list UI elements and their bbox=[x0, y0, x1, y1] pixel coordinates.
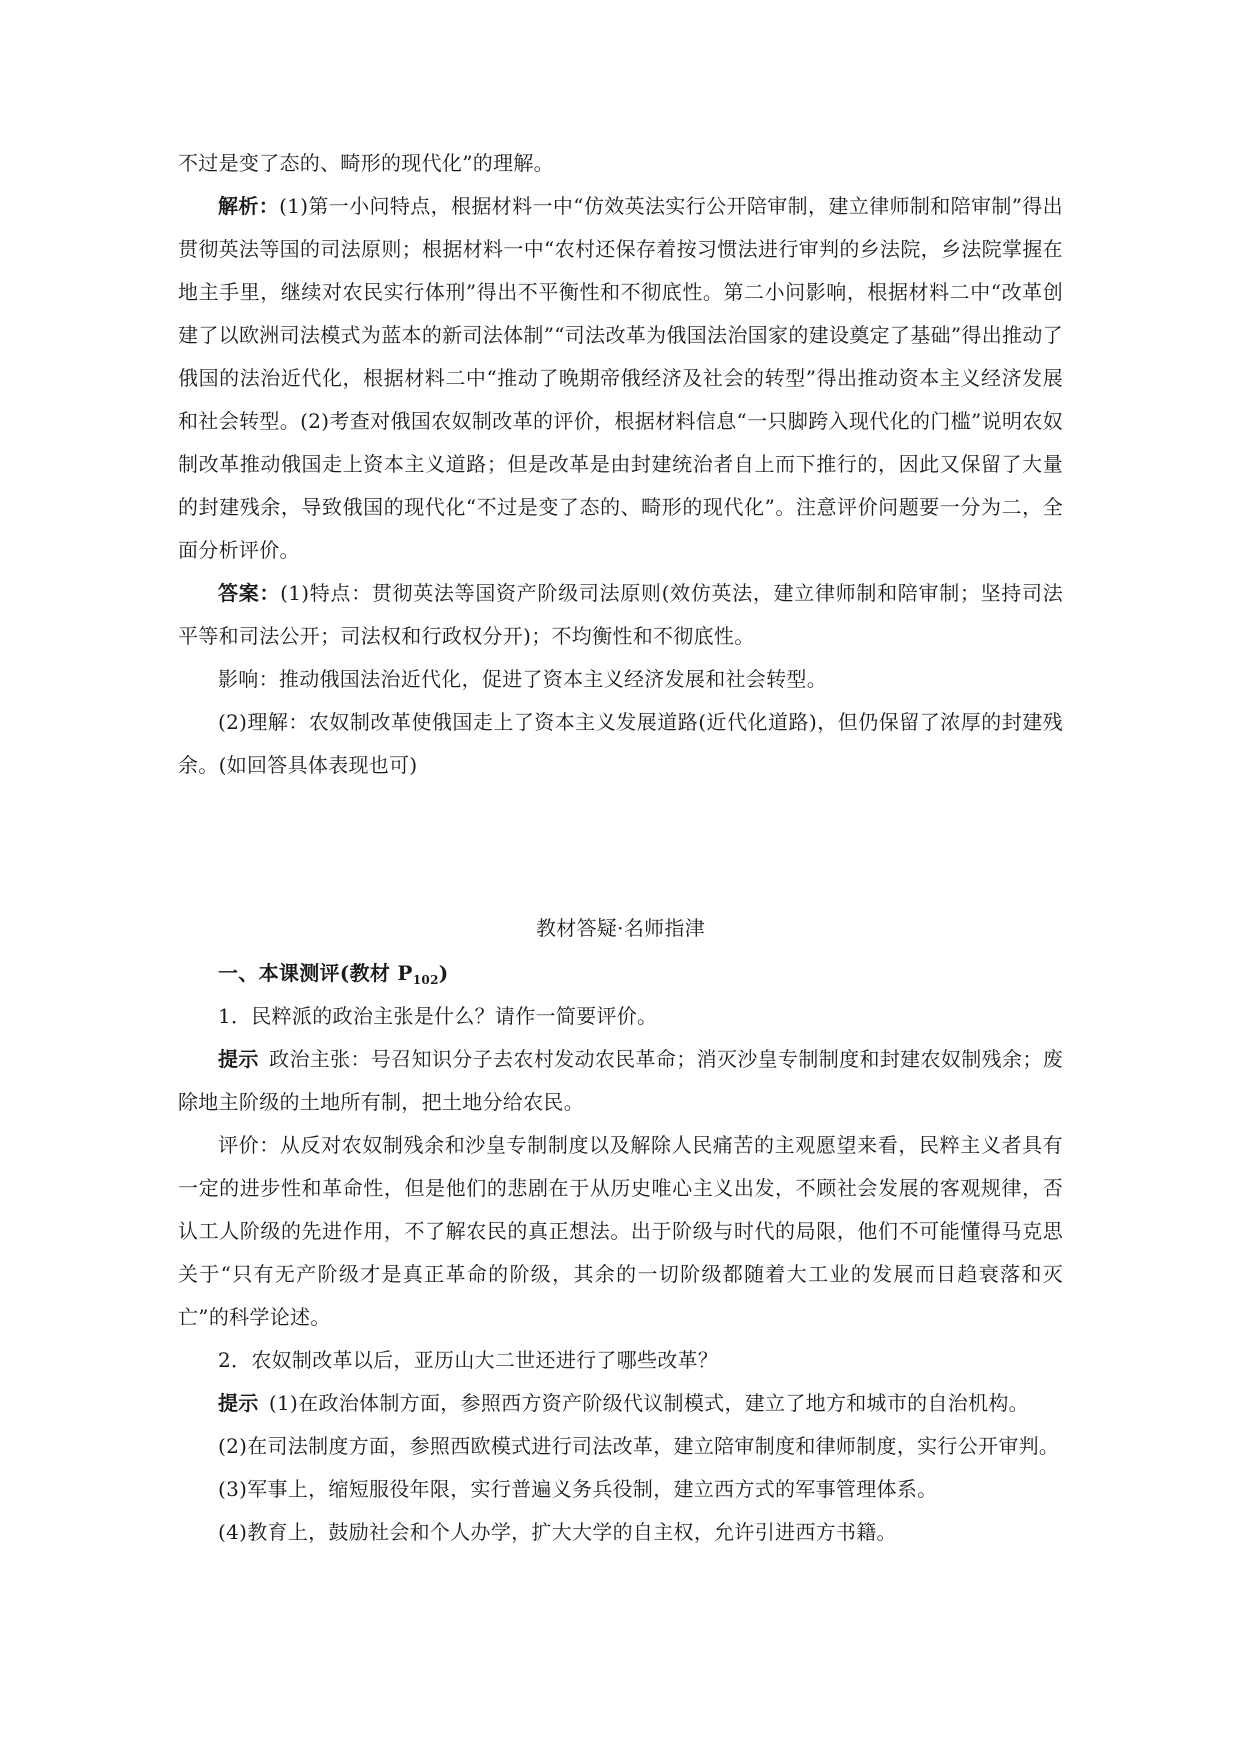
answer-label: 答案： bbox=[218, 581, 281, 605]
question-1: 1．民粹派的政治主张是什么？请作一简要评价。 bbox=[218, 1004, 658, 1028]
hint-label: 提示 bbox=[218, 1391, 259, 1415]
answer-text: (1)特点：贯彻英法等国资产阶级司法原则(效仿英法，建立律师制和陪审制；坚持司法平等和司法公开；司法权和行政权分开)；不均衡性和不彻底性。 bbox=[178, 581, 1063, 648]
section-heading bbox=[178, 952, 1063, 995]
question-1-hint bbox=[178, 1038, 1063, 1124]
analysis-label: 解析： bbox=[218, 194, 280, 218]
understanding-paragraph: (2)理解：农奴制改革使俄国走上了资本主义发展道路(近代化道路)，但仍保留了浓厚的封建残余。(如回答具体表现也可) bbox=[178, 710, 1063, 777]
question-2: 2．农奴制改革以后，亚历山大二世还进行了哪些改革？ bbox=[218, 1348, 719, 1372]
influence-paragraph: 影响：推动俄国法治近代化，促进了资本主义经济发展和社会转型。 bbox=[218, 667, 827, 691]
question-1-evaluation: 评价：从反对农奴制残余和沙皇专制制度以及解除人民痛苦的主观愿望来看，民粹主义者具有一定的进步性和革命性，但是他们的悲剧在于从历史唯心主义出发，不顾社会发展的客观规律，否认工人阶级的先进作用，不了解农民的真正想法。出于阶级与时代的局限，他们不可能懂得马克思关于“只有无产阶级才是真正革命的阶级，其余的一切阶级都随着大工业的发展而日趋衰落和灭亡”的科学论述。 bbox=[178, 1133, 1063, 1329]
answer-paragraph bbox=[178, 572, 1063, 658]
analysis-text: (1)第一小问特点，根据材料一中“仿效英法实行公开陪审制，建立律师制和陪审制”得出贯彻英法等国的司法原则；根据材料一中“农村还保存着按习惯法进行审判的乡法院，乡法院掌握在地主手里，继续对农民实行体刑”得出不平衡性和不彻底性。第二小问影响，根据材料二中“改革创建了以欧洲司法模式为蓝本的新司法体制”“司法改革为俄国法治国家的建设奠定了基础”得出推动了俄国的法治近代化，根据材料二中“推动了晚期帝俄经济及社会的转型”得出推动资本主义经济发展和社会转型。(2)考查对俄国农奴制改革的评价，根据材料信息“一只脚跨入现代化的门槛”说明农奴制改革推动俄国走上资本主义道路；但是改革是由封建统治者自上而下推行的，因此又保留了大量的封建残余，导致俄国的现代化“不过是变了态的、畸形的现代化”。注意评价问题要一分为二，全面分析评价。 bbox=[178, 194, 1063, 562]
continuation-line: 不过是变了态的、畸形的现代化”的理解。 bbox=[178, 151, 554, 175]
hint-text: 政治主张：号召知识分子去农村发动农民革命；消灭沙皇专制制度和封建农奴制残余；废除地主阶级的土地所有制，把土地分给农民。 bbox=[178, 1047, 1063, 1114]
question-2-hint-2: (2)在司法制度方面，参照西欧模式进行司法改革，建立陪审制度和律师制度，实行公开审判。 bbox=[218, 1434, 1060, 1458]
analysis-paragraph bbox=[178, 185, 1063, 572]
page-subscript: 102 bbox=[412, 973, 439, 987]
section-title: 教材答疑·名师指津 bbox=[535, 916, 706, 940]
question-2-hint-3: (3)军事上，缩短服役年限，实行普遍义务兵役制，建立西方式的军事管理体系。 bbox=[218, 1477, 938, 1501]
hint-text: (1)在政治体制方面，参照西方资产阶级代议制模式，建立了地方和城市的自治机构。 bbox=[268, 1391, 1029, 1415]
question-2-hint-1 bbox=[178, 1382, 1063, 1425]
section-heading-end: ) bbox=[438, 961, 449, 985]
hint-label: 提示 bbox=[218, 1047, 259, 1071]
section-heading-label: 一、本课测评(教材 P bbox=[218, 961, 413, 985]
question-2-hint-4: (4)教育上，鼓励社会和个人办学，扩大大学的自主权，允许引进西方书籍。 bbox=[218, 1520, 897, 1544]
